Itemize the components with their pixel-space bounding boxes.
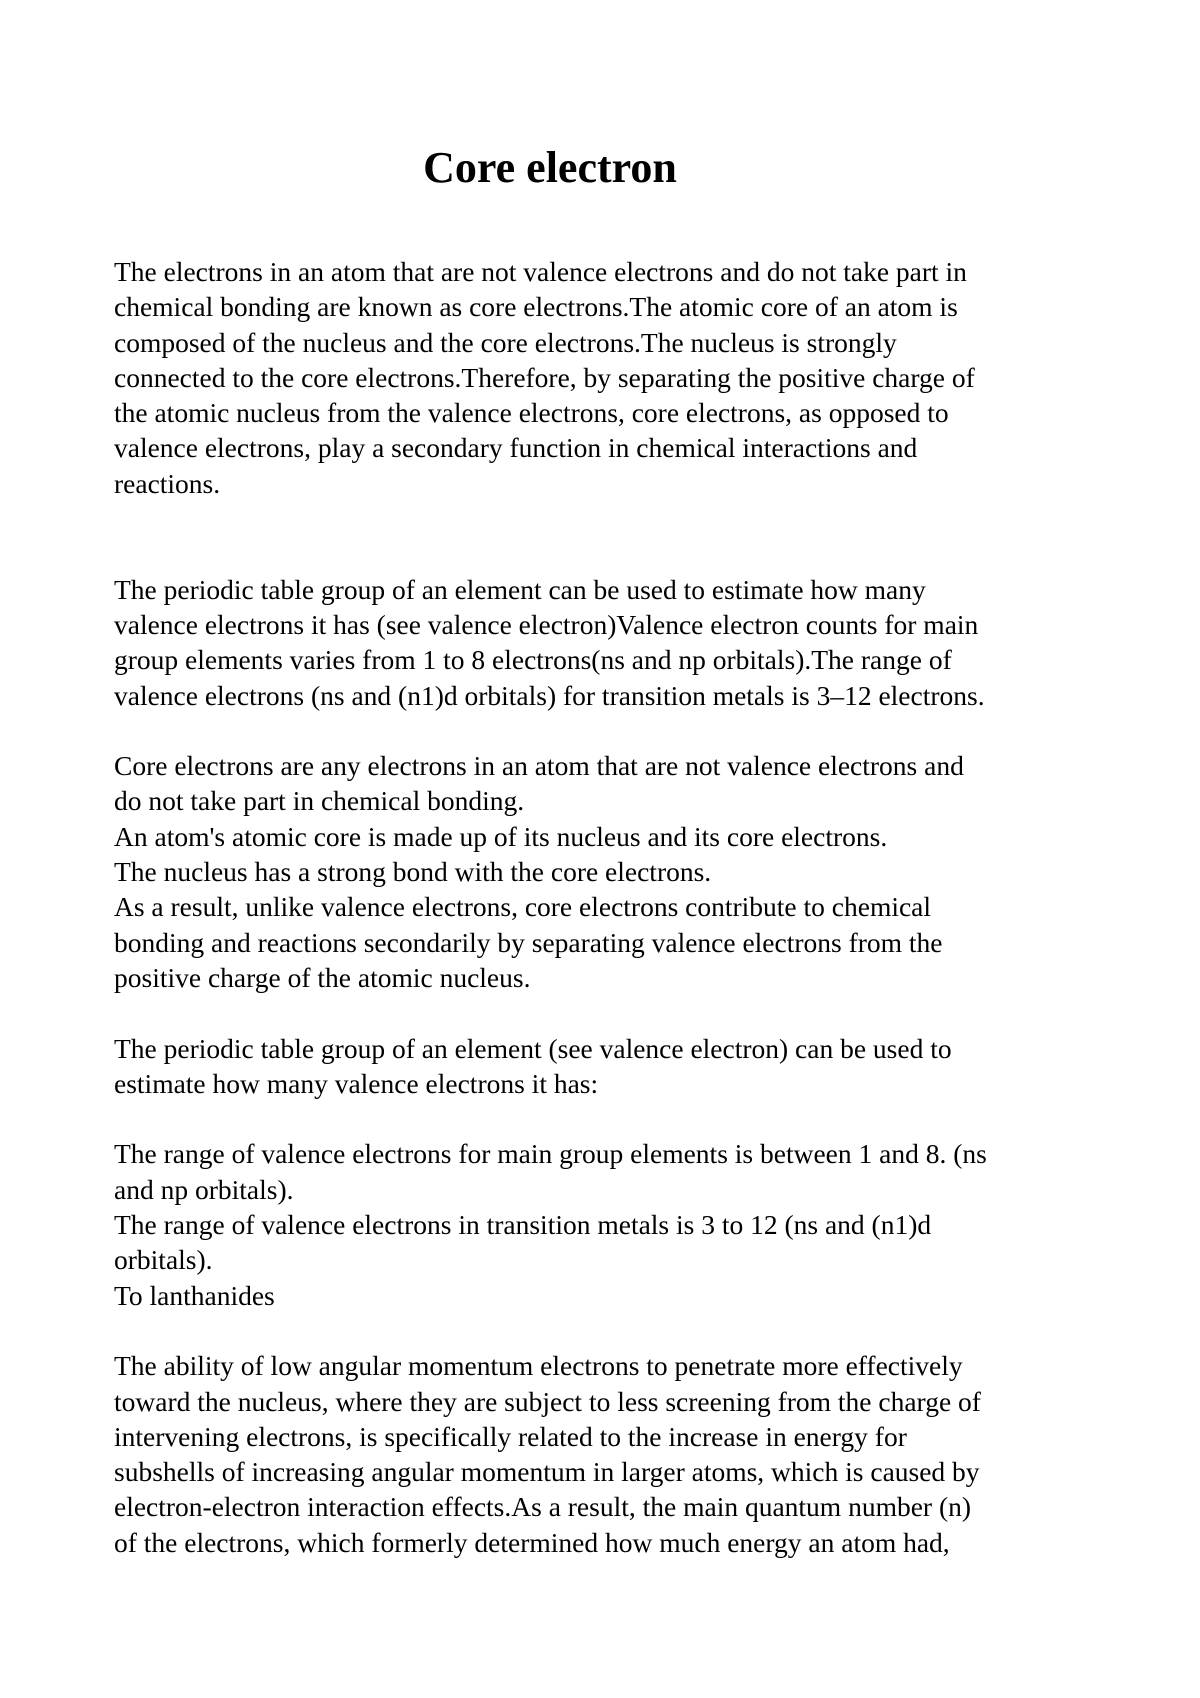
text-line: valence electrons, play a secondary function in chemical interactions and [114, 432, 918, 464]
text-line: Core electrons are any electrons in an atom that are not valence electrons and [114, 750, 964, 782]
text-line: An atom's atomic core is made up of its nucleus and its core electrons. [114, 820, 888, 852]
text-line: do not take part in chemical bonding. [114, 785, 525, 817]
paragraph-angular-momentum [114, 1348, 1114, 1560]
text-line: toward the nucleus, where they are subject to less screening from the charge of [114, 1385, 981, 1417]
paragraph-spacer [114, 501, 1114, 572]
text-line: valence electrons it has (see valence electron)Valence electron counts for main [114, 608, 979, 640]
document-title: Core electron [423, 143, 677, 192]
text-line: The periodic table group of an element can be used to estimate how many [114, 573, 926, 605]
paragraph-periodic-table-group [114, 572, 1114, 713]
text-line: chemical bonding are known as core electrons.The atomic core of an atom is [114, 291, 958, 323]
text-line: electron-electron interaction effects.As a result, the main quantum number (n) [114, 1491, 972, 1523]
paragraph-core-electrons-restated [114, 748, 1114, 995]
text-line: the atomic nucleus from the valence electrons, core electrons, as opposed to [114, 397, 949, 429]
text-line: and np orbitals). [114, 1173, 294, 1205]
text-line: group elements varies from 1 to 8 electrons(ns and np orbitals).The range of [114, 644, 952, 676]
paragraph-core-electron-definition [114, 254, 1114, 501]
text-line: reactions. [114, 467, 221, 499]
paragraph-valence-estimate [114, 1031, 1114, 1102]
text-line: of the electrons, which formerly determined how much energy an atom had, [114, 1526, 950, 1558]
text-line: intervening electrons, is specifically related to the increase in energy for [114, 1420, 907, 1452]
text-line: connected to the core electrons.Therefore, by separating the positive charge of [114, 361, 975, 393]
text-line: The electrons in an atom that are not valence electrons and do not take part in [114, 256, 967, 287]
text-line: orbitals). [114, 1244, 213, 1276]
text-line: The ability of low angular momentum electrons to penetrate more effectively [114, 1350, 963, 1382]
text-line: estimate how many valence electrons it has: [114, 1067, 599, 1099]
paragraph-spacer [114, 1313, 1114, 1348]
text-line: valence electrons (ns and (n1)d orbitals) for transition metals is 3–12 electrons. [114, 679, 985, 711]
text-line: The range of valence electrons in transition metals is 3 to 12 (ns and (n1)d [114, 1209, 932, 1241]
paragraph-spacer [114, 1101, 1114, 1136]
text-line: The periodic table group of an element (see valence electron) can be used to [114, 1032, 952, 1064]
paragraph-spacer [114, 995, 1114, 1030]
document-body [114, 254, 1114, 1560]
paragraph-spacer [114, 713, 1114, 748]
text-line: As a result, unlike valence electrons, core electrons contribute to chemical [114, 891, 932, 923]
paragraph-valence-ranges [114, 1136, 1114, 1312]
text-line: subshells of increasing angular momentum in larger atoms, which is caused by [114, 1456, 980, 1488]
text-line: composed of the nucleus and the core electrons.The nucleus is strongly [114, 326, 897, 358]
text-line: The nucleus has a strong bond with the core electrons. [114, 856, 712, 888]
text-line: bonding and reactions secondarily by separating valence electrons from the [114, 926, 943, 958]
text-line: positive charge of the atomic nucleus. [114, 961, 531, 993]
text-line: The range of valence electrons for main group elements is between 1 and 8. (ns [114, 1138, 987, 1170]
text-line: To lanthanides [114, 1279, 275, 1311]
